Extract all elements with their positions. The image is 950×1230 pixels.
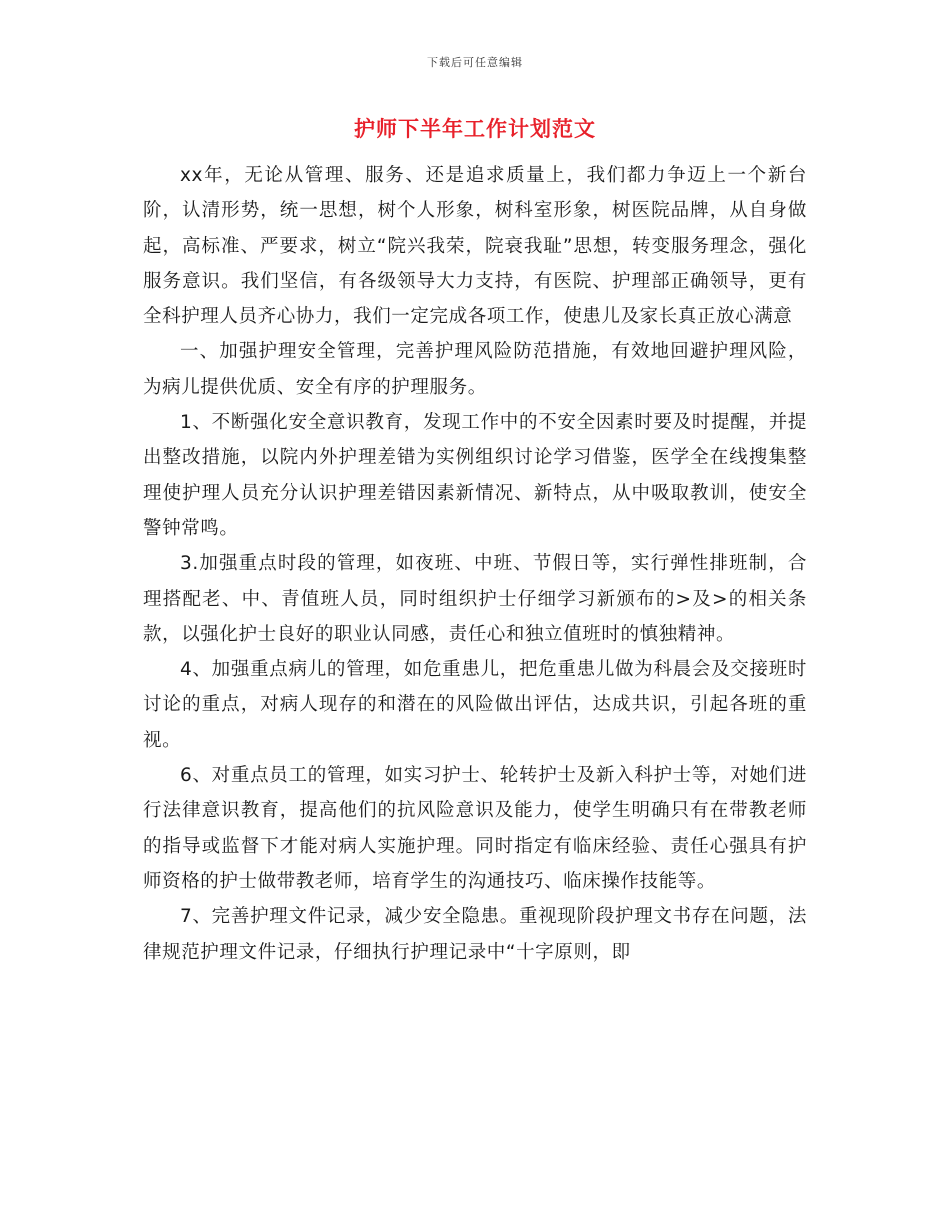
document-title: 护师下半年工作计划范文 — [354, 117, 596, 141]
paragraph-item-4: 4、加强重点病儿的管理，如危重患儿，把危重患儿做为科晨会及交接班时讨论的重点，对病人现存的和潜在的风险做出评估，达成共识，引起各班的重视。 — [143, 659, 807, 751]
paragraph-item-3: 3.加强重点时段的管理，如夜班、中班、节假日等，实行弹性排班制，合理搭配老、中、青值班人员，同时组织护士仔细学习新颁布的>及>的相关条款，以强化护士良好的职业认同感，责任心和独立值班时的慎独精神。 — [143, 553, 807, 645]
paragraph-intro: xx年，无论从管理、服务、还是追求质量上，我们都力争迈上一个新台阶，认清形势，统一思想，树个人形象，树科室形象，树医院品牌，从自身做起，高标准、严要求，树立“院兴我荣，院衰我耻”思想，转变服务理念，强化服务意识。我们坚信，有各级领导大力支持，有医院、护理部正确领导，更有全科护理人员齐心协力，我们一定完成各项工作，使患儿及家长真正放心满意 — [143, 165, 807, 328]
paragraph-item-7: 7、完善护理文件记录，减少安全隐患。重视现阶段护理文书存在问题，法律规范护理文件记录，仔细执行护理记录中“十字原则，即 — [143, 906, 807, 963]
document-body — [143, 158, 807, 970]
header-note: 下载后可任意编辑 — [427, 56, 523, 69]
paragraph-section-1: 一、加强护理安全管理，完善护理风险防范措施，有效地回避护理风险，为病儿提供优质、安全有序的护理服务。 — [143, 341, 807, 398]
paragraph-item-1: 1、不断强化安全意识教育，发现工作中的不安全因素时要及时提醒，并提出整改措施，以院内外护理差错为实例组织讨论学习借鉴，医学全在线搜集整理使护理人员充分认识护理差错因素新情况、新特点，从中吸取教训，使安全警钟常鸣。 — [143, 412, 807, 539]
paragraph-item-6: 6、对重点员工的管理，如实习护士、轮转护士及新入科护士等，对她们进行法律意识教育，提高他们的抗风险意识及能力，使学生明确只有在带教老师的指导或监督下才能对病人实施护理。同时指定有临床经验、责任心强具有护师资格的护士做带教老师，培育学生的沟通技巧、临床操作技能等。 — [143, 765, 807, 892]
